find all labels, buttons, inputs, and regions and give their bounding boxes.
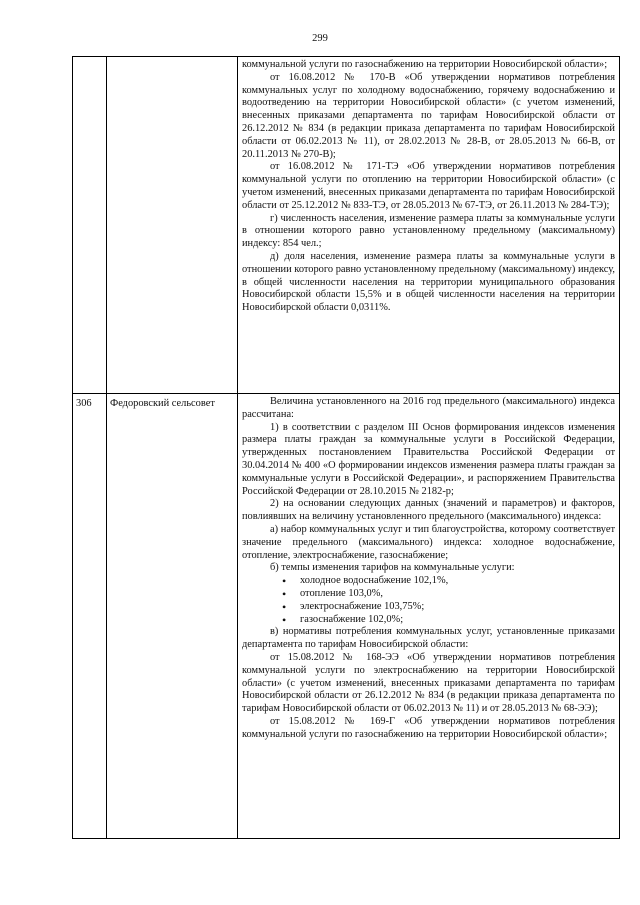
paragraph: д) доля населения, изменение размера платы за коммунальные услуги в отношении которого равно установленному предельному (максимальному) индексу, в общей численности населения на территории муниципального образования Новосибирской области 15,5% и в общей численности населения на территории Новосибирской области 0,0311%. [242,250,615,314]
document-table [72,56,620,839]
paragraph: б) темпы изменения тарифов на коммунальные услуги: [270,562,515,574]
description-text [238,394,619,744]
table-row [73,394,620,839]
table-row [73,57,620,394]
row-number [73,57,106,63]
paragraph: от 15.08.2012 № 169-Г «Об утверждении нормативов потребления коммунальной услуги по газоснабжению на территории Новосибирской области»; [242,715,615,740]
list-item: • отопление 103,0%, [300,588,615,601]
municipality-cell [107,57,238,394]
tariff-list [242,575,615,626]
paragraph: в) нормативы потребления коммунальных услуг, установленные приказами департамента по тарифам Новосибирской области: [242,626,615,651]
paragraph: от 16.08.2012 № 170-В «Об утверждении нормативов потребления коммунальных услуг по холодному водоснабжению, горячему водоснабжению и водоотведению на территории Новосибирской области» (с учетом изменений, внесенных приказами департамента по тарифам Новосибирской области от 26.12.2012 № 834 (в редакции приказа департамента по тарифам Новосибирской области от 06.02.2013 № 11), от 28.02.2013 № 28-В, от 28.05.2013 № 66-В, от 20.11.2013 № 270-В); [242,71,615,160]
row-number-cell [73,57,107,394]
paragraph: а) набор коммунальных услуг и тип благоустройства, которому соответствует значение предельного (максимального) индекса: холодное водоснабжение, отопление, электроснабжение, газоснабжение; [242,523,615,561]
page-number: 299 [312,33,328,44]
description-text [238,57,619,317]
municipality-cell [107,394,238,839]
paragraph: от 16.08.2012 № 171-ТЭ «Об утверждении нормативов потребления коммунальной услуги по отоплению на территории Новосибирской области» (с учетом изменений, внесенных приказами департамента по тарифам Новосибирской области от 25.12.2012 № 833-ТЭ, от 28.05.2013 № 67-ТЭ, от 26.11.2013 № 284-ТЭ); [242,161,615,211]
description-cell [238,57,620,394]
municipality-name [107,57,237,63]
list-item: • газоснабжение 102,0%; [300,614,615,627]
row-number-cell [73,394,107,839]
list-item: • электроснабжение 103,75%; [300,601,615,614]
paragraph: от 15.08.2012 № 168-ЭЭ «Об утверждении нормативов потребления коммунальной услуги по электроснабжению на территории Новосибирской области» (с учетом изменений, внесенных приказами департамента по тарифам Новосибирской области от 26.12.2012 № 834 (в редакции приказа департамента по тарифам Новосибирской области от 06.02.2013 № 11) и от 28.05.2013 № 68-ЭЭ); [242,651,615,715]
paragraph: коммунальной услуги по газоснабжению на территории Новосибирской области»; [242,59,608,70]
description-cell [238,394,620,839]
municipality-name: Федоровский сельсовет [110,398,215,409]
list-item: • холодное водоснабжение 102,1%, [300,575,615,588]
paragraph: 2) на основании следующих данных (значений и параметров) и факторов, повлиявших на величину установленного предельного (максимального) индекса: [242,498,615,523]
paragraph: 1) в соответствии с разделом III Основ формирования индексов изменения размера платы граждан за коммунальные услуги в Российской Федерации, утвержденных постановлением Правительства Российской Федерации от 30.04.2014 № 400 «О формировании индексов изменения размера платы граждан за коммунальные услуги в Российской Федерации», и распоряжением Правительства Российской Федерации от 28.10.2015 № 2182-р; [242,421,615,497]
row-number: 306 [76,398,92,409]
paragraph: Величина установленного на 2016 год предельного (максимального) индекса рассчитана: [242,396,615,420]
paragraph: г) численность населения, изменение размера платы за коммунальные услуги в отношении которого равно установленному предельному (максимальному) индексу: 854 чел.; [242,212,615,250]
